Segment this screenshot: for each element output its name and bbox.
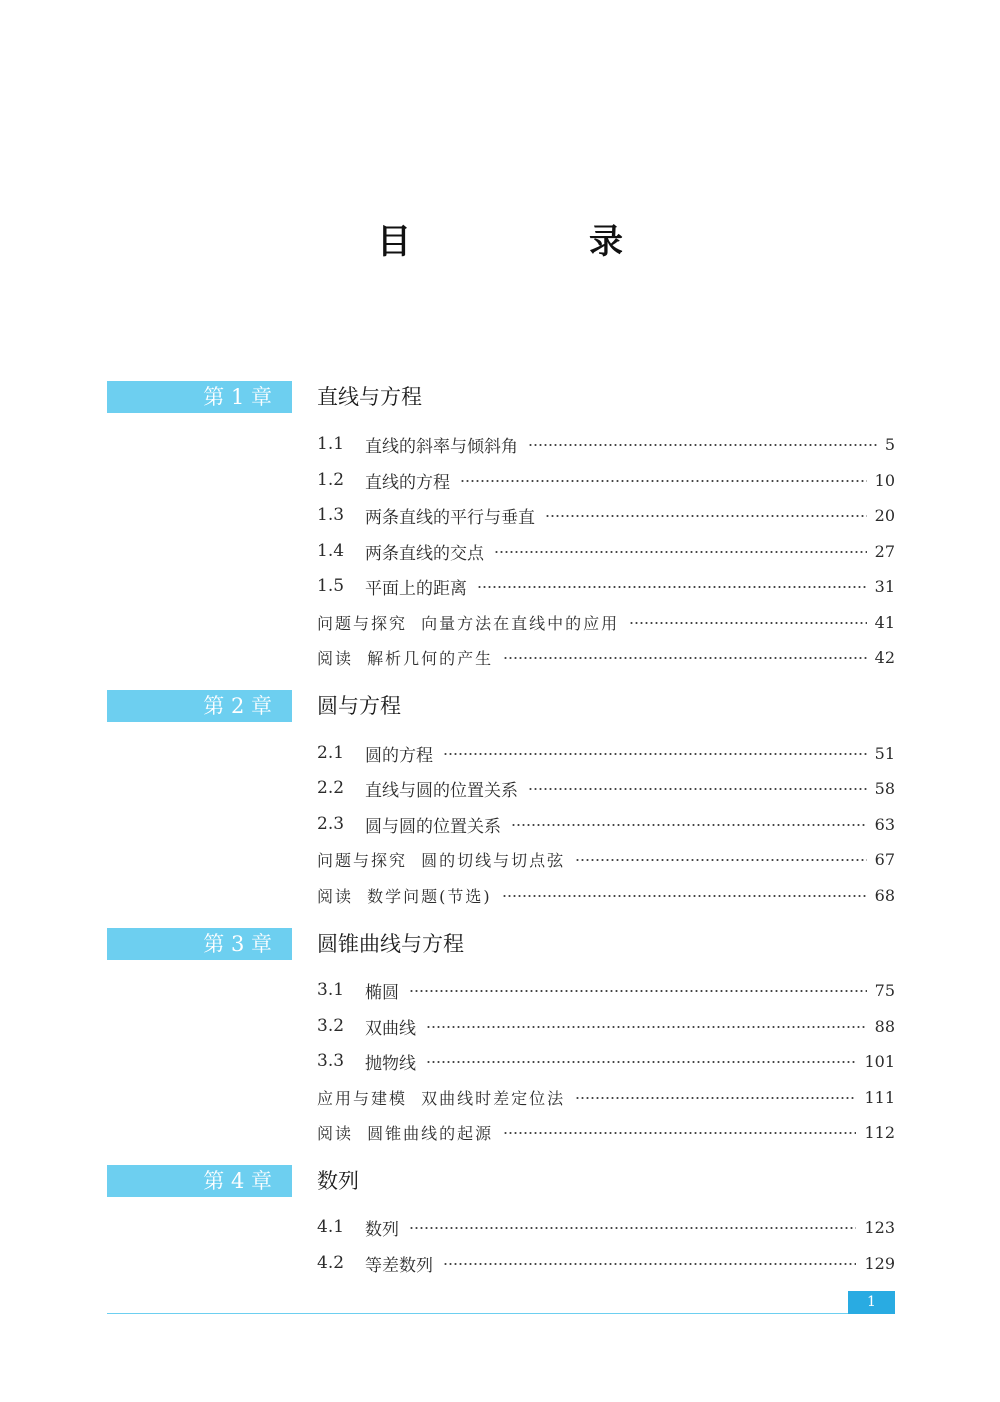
section-number: 1.4 xyxy=(317,541,345,561)
page-number: 67 xyxy=(874,849,895,869)
section-title: 圆与圆的位置关系 xyxy=(365,816,501,837)
page-number: 88 xyxy=(874,1016,895,1036)
section-number: 2.2 xyxy=(317,778,345,798)
dot-leader xyxy=(528,788,867,790)
section-title: 双曲线 xyxy=(365,1018,416,1039)
dot-leader xyxy=(477,586,867,588)
chapter-title[interactable]: 直线与方程 xyxy=(317,385,422,409)
toc-entry[interactable] xyxy=(317,429,895,459)
dot-leader xyxy=(511,824,867,826)
page-number: 123 xyxy=(864,1217,895,1237)
page-number: 63 xyxy=(874,814,895,834)
page-number: 41 xyxy=(874,612,895,632)
page-number: 10 xyxy=(874,470,895,490)
dot-leader xyxy=(503,657,866,659)
page-number: 101 xyxy=(864,1051,895,1071)
dot-leader xyxy=(575,859,866,861)
chapter-badge: 第 3 章 xyxy=(107,928,292,960)
chapter-badge: 第 1 章 xyxy=(107,381,292,413)
dot-leader xyxy=(494,551,867,553)
footer-rule xyxy=(107,1313,895,1314)
section-title: 数列 xyxy=(365,1219,399,1240)
section-number: 4.2 xyxy=(317,1253,345,1273)
dot-leader xyxy=(575,1097,856,1099)
section-number: 3.2 xyxy=(317,1016,345,1036)
section-title: 平面上的距离 xyxy=(365,578,467,599)
dot-leader xyxy=(426,1061,856,1063)
section-title: 阅读 数学问题(节选) xyxy=(317,886,492,906)
toc-entry[interactable] xyxy=(317,1011,895,1041)
page-title: 目 录 xyxy=(377,222,695,262)
dot-leader xyxy=(460,480,867,482)
toc-entry[interactable] xyxy=(317,880,895,910)
toc-entry[interactable] xyxy=(317,1046,895,1076)
page-number: 20 xyxy=(874,505,895,525)
dot-leader xyxy=(545,515,867,517)
section-title: 问题与探究 圆的切线与切点弦 xyxy=(317,850,566,870)
chapter-title[interactable]: 圆与方程 xyxy=(317,694,401,718)
page-number: 129 xyxy=(864,1253,895,1273)
dot-leader xyxy=(443,1263,856,1265)
section-number: 4.1 xyxy=(317,1217,345,1237)
section-title: 直线与圆的位置关系 xyxy=(365,780,518,801)
page-number: 42 xyxy=(874,647,895,667)
toc-entry[interactable] xyxy=(317,1212,895,1242)
toc-entry[interactable] xyxy=(317,607,895,637)
toc-entry[interactable] xyxy=(317,1082,895,1112)
section-title: 阅读 圆锥曲线的起源 xyxy=(317,1123,494,1143)
dot-leader xyxy=(409,990,867,992)
chapter-badge: 第 4 章 xyxy=(107,1165,292,1197)
page-number: 68 xyxy=(874,885,895,905)
toc-entry[interactable] xyxy=(317,975,895,1005)
toc-entry[interactable] xyxy=(317,500,895,530)
dot-leader xyxy=(502,895,867,897)
toc-entry[interactable] xyxy=(317,536,895,566)
chapter-title[interactable]: 数列 xyxy=(317,1169,359,1193)
dot-leader xyxy=(528,444,877,446)
page-number: 27 xyxy=(874,541,895,561)
dot-leader xyxy=(629,622,866,624)
toc-entry[interactable] xyxy=(317,809,895,839)
toc-entry[interactable] xyxy=(317,844,895,874)
toc-entry[interactable] xyxy=(317,1117,895,1147)
page-number: 58 xyxy=(874,778,895,798)
section-number: 1.5 xyxy=(317,576,345,596)
section-title: 直线的方程 xyxy=(365,472,450,493)
toc-entry[interactable] xyxy=(317,642,895,672)
section-title: 两条直线的平行与垂直 xyxy=(365,507,535,528)
page-number: 31 xyxy=(874,576,895,596)
section-number: 3.1 xyxy=(317,980,345,1000)
dot-leader xyxy=(443,753,867,755)
toc-entry[interactable] xyxy=(317,773,895,803)
section-number: 2.3 xyxy=(317,814,345,834)
section-number: 1.1 xyxy=(317,434,345,454)
section-number: 1.3 xyxy=(317,505,345,525)
section-title: 应用与建模 双曲线时差定位法 xyxy=(317,1088,566,1108)
section-title: 问题与探究 向量方法在直线中的应用 xyxy=(317,613,620,633)
page-number: 5 xyxy=(884,434,895,454)
section-number: 1.2 xyxy=(317,470,345,490)
dot-leader xyxy=(426,1026,867,1028)
footer-page-number: 1 xyxy=(848,1291,895,1314)
dot-leader xyxy=(409,1227,856,1229)
section-title: 等差数列 xyxy=(365,1255,433,1276)
page-number: 112 xyxy=(864,1122,895,1142)
page-number: 111 xyxy=(864,1087,895,1107)
toc-entry[interactable] xyxy=(317,738,895,768)
section-title: 圆的方程 xyxy=(365,745,433,766)
section-title: 抛物线 xyxy=(365,1053,416,1074)
page-number: 51 xyxy=(874,743,895,763)
toc-entry[interactable] xyxy=(317,571,895,601)
chapter-badge: 第 2 章 xyxy=(107,690,292,722)
toc-entry[interactable] xyxy=(317,465,895,495)
page-number: 75 xyxy=(874,980,895,1000)
section-title: 直线的斜率与倾斜角 xyxy=(365,436,518,457)
section-title: 两条直线的交点 xyxy=(365,543,484,564)
toc-entry[interactable] xyxy=(317,1248,895,1278)
section-number: 2.1 xyxy=(317,743,345,763)
dot-leader xyxy=(503,1132,856,1134)
section-title: 椭圆 xyxy=(365,982,399,1003)
section-title: 阅读 解析几何的产生 xyxy=(317,648,494,668)
section-number: 3.3 xyxy=(317,1051,345,1071)
chapter-title[interactable]: 圆锥曲线与方程 xyxy=(317,932,464,956)
